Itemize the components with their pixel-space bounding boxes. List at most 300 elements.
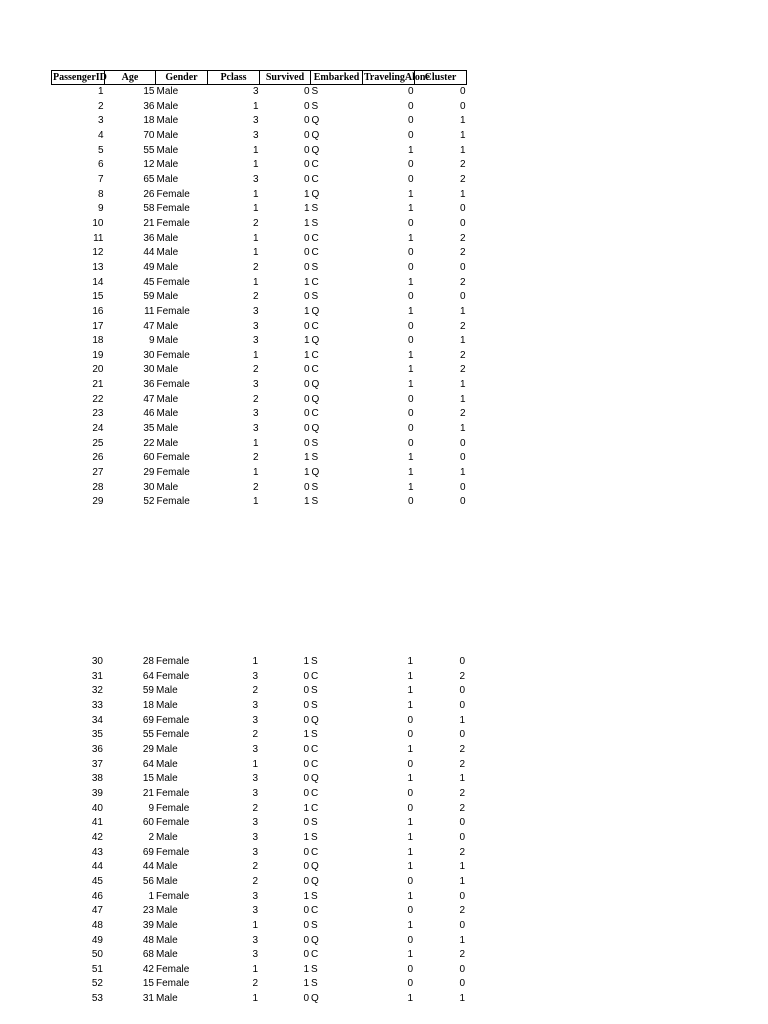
header-row (52, 71, 467, 85)
cell-cluster: 1 (459, 773, 465, 785)
cell-survived: 0 (303, 159, 310, 171)
cell-embarked: Q (311, 335, 320, 347)
cell-cluster: 1 (459, 188, 466, 200)
cell-embarked: S (311, 978, 318, 990)
cell-passengerid: 35 (91, 729, 103, 741)
cell-age: 30 (143, 481, 155, 493)
cell-traveling-alone: 0 (407, 787, 413, 799)
cell-cluster: 2 (459, 364, 466, 376)
table-row (51, 963, 466, 978)
cell-cluster: 0 (459, 452, 466, 464)
cell-passengerid: 26 (92, 452, 104, 464)
cell-survived: 0 (303, 247, 310, 259)
cell-pclass: 2 (252, 364, 259, 376)
cell-embarked: Q (311, 993, 319, 1005)
table-row (52, 202, 467, 217)
cell-embarked: Q (311, 115, 320, 127)
cell-gender: Female (156, 452, 190, 464)
cell-embarked: S (311, 656, 318, 668)
cell-survived: 1 (303, 831, 309, 843)
cell-cluster: 2 (459, 758, 465, 770)
table-body-page2 (51, 655, 466, 1007)
cell-survived: 0 (303, 437, 310, 449)
table-row (52, 393, 467, 408)
table-body-page1 (52, 85, 467, 511)
cell-embarked: C (311, 670, 319, 682)
cell-passengerid: 13 (92, 261, 104, 273)
cell-gender: Male (156, 905, 178, 917)
cell-cluster: 2 (459, 670, 465, 682)
cell-age: 65 (143, 173, 155, 185)
cell-embarked: S (311, 86, 319, 97)
cell-embarked: Q (311, 129, 320, 141)
cell-survived: 1 (303, 496, 310, 508)
cell-pclass: 3 (252, 173, 259, 185)
cell-embarked: Q (311, 934, 319, 946)
cell-traveling-alone: 0 (407, 963, 413, 975)
cell-embarked: Q (311, 467, 320, 479)
cell-survived: 0 (303, 949, 309, 961)
cell-passengerid: 25 (92, 437, 104, 449)
cell-pclass: 2 (252, 481, 259, 493)
table-row (52, 349, 467, 364)
table-row (51, 831, 466, 846)
cell-traveling-alone: 0 (407, 875, 413, 887)
cell-survived: 0 (303, 408, 310, 420)
cell-traveling-alone: 1 (407, 467, 414, 479)
cell-traveling-alone: 0 (407, 978, 413, 990)
cell-passengerid: 19 (92, 349, 104, 361)
cell-cluster: 0 (459, 496, 466, 508)
cell-survived: 0 (303, 423, 310, 435)
cell-cluster: 1 (459, 144, 466, 156)
cell-cluster: 0 (459, 437, 466, 449)
cell-survived: 1 (303, 467, 310, 479)
cell-passengerid: 30 (91, 656, 103, 668)
cell-embarked: S (311, 452, 319, 464)
cell-embarked: Q (311, 188, 320, 200)
cell-survived: 0 (303, 861, 309, 873)
table-row (51, 816, 466, 831)
table-row (51, 743, 466, 758)
cell-pclass: 2 (252, 217, 259, 229)
cell-passengerid: 3 (97, 115, 104, 127)
cell-age: 15 (142, 773, 154, 785)
cell-gender: Female (156, 787, 190, 799)
cell-pclass: 3 (252, 129, 259, 141)
cell-passengerid: 46 (91, 890, 103, 902)
cell-passengerid: 23 (92, 408, 104, 420)
cell-passengerid: 41 (91, 817, 103, 829)
table-row (51, 934, 466, 949)
cell-cluster: 2 (459, 159, 466, 171)
cell-age: 45 (143, 276, 155, 288)
cell-embarked: Q (311, 875, 319, 887)
table-row (52, 261, 467, 276)
cell-pclass: 2 (252, 261, 259, 273)
table-row (52, 232, 467, 247)
cell-passengerid: 48 (91, 919, 103, 931)
table-row (52, 422, 467, 437)
cell-embarked: C (311, 802, 319, 814)
cell-embarked: S (311, 817, 318, 829)
cell-cluster: 1 (459, 861, 465, 873)
table-row (52, 217, 467, 232)
cell-embarked: C (311, 349, 319, 361)
table-row (52, 188, 467, 203)
cell-cluster: 2 (459, 846, 465, 858)
cell-age: 26 (143, 188, 155, 200)
cell-cluster: 0 (459, 919, 465, 931)
cell-passengerid: 50 (91, 949, 103, 961)
table-row (51, 846, 466, 861)
cell-traveling-alone: 0 (407, 496, 414, 508)
cell-traveling-alone: 0 (407, 802, 413, 814)
cell-embarked: Q (311, 379, 320, 391)
cell-gender: Male (156, 743, 178, 755)
cell-cluster: 0 (459, 86, 466, 97)
cell-survived: 0 (303, 993, 309, 1005)
cell-pclass: 1 (252, 100, 259, 112)
cell-traveling-alone: 0 (407, 217, 414, 229)
cell-pclass: 1 (252, 144, 259, 156)
cell-embarked: S (311, 890, 318, 902)
cell-traveling-alone: 0 (407, 115, 414, 127)
cell-survived: 1 (303, 963, 309, 975)
cell-age: 21 (143, 217, 155, 229)
cell-passengerid: 15 (92, 291, 104, 303)
table-row (51, 787, 466, 802)
cell-age: 18 (142, 700, 154, 711)
cell-pclass: 1 (252, 188, 259, 200)
cell-cluster: 1 (459, 335, 466, 347)
cell-survived: 0 (303, 129, 310, 141)
cell-pclass: 1 (252, 276, 259, 288)
cell-traveling-alone: 1 (407, 773, 413, 785)
cell-gender: Female (156, 846, 190, 858)
cell-embarked: Q (311, 861, 319, 873)
cell-embarked: S (311, 963, 318, 975)
cell-age: 15 (142, 978, 154, 990)
cell-survived: 1 (303, 452, 310, 464)
cell-passengerid: 40 (91, 802, 103, 814)
cell-cluster: 0 (459, 685, 465, 697)
cell-passengerid: 9 (97, 203, 104, 215)
cell-survived: 0 (303, 261, 310, 273)
cell-passengerid: 8 (97, 188, 104, 200)
cell-age: 46 (143, 408, 155, 420)
cell-gender: Male (156, 685, 178, 697)
cell-cluster: 0 (459, 261, 466, 273)
page-break-gap (51, 510, 466, 655)
cell-pclass: 1 (252, 919, 258, 931)
cell-passengerid: 18 (92, 335, 104, 347)
cell-cluster: 0 (459, 831, 465, 843)
cell-embarked: C (311, 846, 319, 858)
cell-gender: Male (156, 129, 179, 141)
cell-passengerid: 45 (91, 875, 103, 887)
cell-survived: 0 (303, 787, 309, 799)
table-row (52, 276, 467, 291)
table-row (52, 305, 467, 320)
cell-embarked: S (311, 203, 319, 215)
cell-traveling-alone: 1 (407, 364, 414, 376)
cell-embarked: S (311, 291, 319, 303)
cell-traveling-alone: 0 (407, 729, 413, 741)
cell-traveling-alone: 0 (407, 291, 414, 303)
cell-embarked: C (311, 247, 319, 259)
table-row (52, 481, 467, 496)
cell-traveling-alone: 0 (407, 408, 414, 420)
cell-cluster: 0 (459, 100, 466, 112)
cell-traveling-alone: 1 (407, 861, 413, 873)
cell-survived: 0 (303, 875, 309, 887)
cell-embarked: C (311, 364, 319, 376)
cell-survived: 0 (303, 393, 310, 405)
cell-gender: Male (156, 100, 179, 112)
cell-embarked: C (311, 320, 319, 332)
cell-gender: Female (156, 729, 190, 741)
cell-gender: Male (156, 423, 179, 435)
cell-age: 70 (143, 129, 155, 141)
cell-gender: Female (156, 349, 190, 361)
cell-gender: Female (156, 467, 190, 479)
cell-age: 21 (142, 787, 154, 799)
cell-gender: Male (156, 232, 179, 244)
cell-pclass: 3 (252, 408, 259, 420)
table-row (51, 992, 466, 1007)
cell-gender: Male (156, 861, 178, 873)
cell-age: 64 (142, 670, 154, 682)
cell-cluster: 2 (459, 905, 465, 917)
cell-cluster: 0 (459, 817, 465, 829)
cell-gender: Female (156, 217, 190, 229)
table-row (51, 860, 466, 875)
cell-cluster: 0 (459, 890, 465, 902)
cell-pclass: 1 (252, 247, 259, 259)
table-row (51, 890, 466, 905)
cell-age: 29 (142, 743, 154, 755)
cell-traveling-alone: 0 (407, 100, 414, 112)
cell-cluster: 0 (459, 291, 466, 303)
cell-pclass: 3 (252, 700, 258, 711)
cell-embarked: C (311, 173, 319, 185)
cell-age: 59 (143, 291, 155, 303)
cell-survived: 0 (303, 714, 309, 726)
cell-gender: Female (156, 305, 190, 317)
cell-gender: Female (156, 714, 190, 726)
cell-cluster: 2 (459, 949, 465, 961)
cell-passengerid: 16 (92, 305, 104, 317)
cell-survived: 0 (303, 700, 309, 711)
cell-traveling-alone: 1 (407, 949, 413, 961)
cell-traveling-alone: 1 (407, 670, 413, 682)
table-row (52, 114, 467, 129)
cell-pclass: 2 (252, 452, 259, 464)
cell-traveling-alone: 0 (407, 335, 414, 347)
cell-survived: 1 (303, 217, 310, 229)
cell-embarked: C (311, 905, 319, 917)
cell-traveling-alone: 0 (407, 714, 413, 726)
cell-traveling-alone: 0 (407, 159, 414, 171)
cell-survived: 0 (303, 919, 309, 931)
cell-passengerid: 21 (92, 379, 104, 391)
cell-traveling-alone: 0 (407, 247, 414, 259)
cell-cluster: 1 (459, 993, 465, 1005)
cell-traveling-alone: 0 (407, 393, 414, 405)
cell-embarked: Q (311, 305, 320, 317)
cell-embarked: Q (311, 423, 320, 435)
cell-gender: Male (156, 320, 179, 332)
cell-survived: 0 (303, 743, 309, 755)
cell-pclass: 1 (252, 963, 258, 975)
cell-gender: Male (156, 949, 178, 961)
cell-gender: Male (156, 291, 179, 303)
cell-pclass: 3 (252, 787, 258, 799)
cell-embarked: C (311, 758, 319, 770)
cell-age: 28 (142, 656, 154, 668)
header-cluster: Cluster (415, 71, 467, 85)
cell-embarked: C (311, 787, 319, 799)
cell-age: 52 (143, 496, 155, 508)
cell-pclass: 3 (252, 335, 259, 347)
cell-gender: Male (156, 408, 179, 420)
cell-age: 60 (142, 817, 154, 829)
cell-embarked: Q (311, 393, 320, 405)
cell-gender: Male (156, 144, 179, 156)
cell-cluster: 0 (459, 700, 465, 711)
cell-survived: 1 (303, 349, 310, 361)
cell-pclass: 3 (252, 890, 258, 902)
cell-passengerid: 51 (91, 963, 103, 975)
cell-age: 22 (143, 437, 155, 449)
cell-passengerid: 34 (91, 714, 103, 726)
cell-age: 69 (142, 714, 154, 726)
cell-age: 30 (143, 364, 155, 376)
cell-gender: Female (156, 670, 190, 682)
cell-pclass: 3 (252, 423, 259, 435)
cell-pclass: 3 (252, 949, 258, 961)
cell-age: 48 (142, 934, 154, 946)
cell-passengerid: 28 (92, 481, 104, 493)
cell-gender: Female (156, 496, 190, 508)
table-row (52, 407, 467, 422)
cell-embarked: S (311, 217, 319, 229)
cell-gender: Male (156, 364, 179, 376)
cell-gender: Male (156, 393, 179, 405)
cell-survived: 0 (303, 817, 309, 829)
cell-passengerid: 2 (97, 100, 104, 112)
cell-traveling-alone: 1 (407, 232, 414, 244)
cell-traveling-alone: 1 (407, 349, 414, 361)
cell-cluster: 2 (459, 173, 466, 185)
table-row (52, 173, 467, 188)
cell-passengerid: 17 (92, 320, 104, 332)
cell-age: 44 (142, 861, 154, 873)
cell-cluster: 2 (459, 408, 466, 420)
cell-survived: 0 (303, 232, 310, 244)
cell-cluster: 2 (459, 276, 466, 288)
cell-survived: 1 (303, 656, 309, 668)
cell-gender: Female (156, 188, 190, 200)
cell-passengerid: 39 (91, 787, 103, 799)
cell-survived: 1 (303, 335, 310, 347)
cell-traveling-alone: 1 (407, 700, 413, 711)
cell-embarked: S (311, 481, 319, 493)
cell-gender: Male (156, 481, 179, 493)
cell-age: 36 (143, 379, 155, 391)
cell-age: 36 (143, 100, 155, 112)
cell-age: 55 (142, 729, 154, 741)
cell-pclass: 3 (252, 817, 258, 829)
cell-gender: Male (156, 919, 178, 931)
cell-embarked: S (311, 919, 318, 931)
cell-pclass: 3 (252, 115, 259, 127)
cell-passengerid: 10 (92, 217, 104, 229)
spreadsheet (51, 70, 466, 1007)
cell-gender: Male (156, 247, 179, 259)
cell-passengerid: 29 (92, 496, 104, 508)
cell-survived: 0 (303, 905, 309, 917)
cell-survived: 1 (303, 890, 309, 902)
cell-pclass: 2 (252, 291, 259, 303)
cell-pclass: 2 (252, 875, 258, 887)
cell-survived: 0 (303, 320, 310, 332)
cell-cluster: 1 (459, 115, 466, 127)
cell-traveling-alone: 1 (407, 743, 413, 755)
cell-cluster: 0 (459, 963, 465, 975)
data-table-continued (51, 655, 466, 1007)
table-row (51, 684, 466, 699)
cell-age: 47 (143, 393, 155, 405)
table-row (51, 728, 466, 743)
cell-cluster: 1 (459, 129, 466, 141)
cell-embarked: S (311, 261, 319, 273)
cell-pclass: 3 (252, 305, 259, 317)
table-row (51, 699, 466, 714)
cell-traveling-alone: 0 (407, 320, 414, 332)
cell-cluster: 1 (459, 393, 466, 405)
table-row (51, 802, 466, 817)
table-row (51, 772, 466, 787)
cell-survived: 1 (303, 305, 310, 317)
cell-embarked: C (311, 276, 319, 288)
table-row (52, 290, 467, 305)
table-row (52, 378, 467, 393)
cell-pclass: 1 (252, 437, 259, 449)
cell-cluster: 2 (459, 232, 466, 244)
cell-age: 9 (148, 802, 154, 814)
cell-cluster: 1 (459, 467, 466, 479)
cell-passengerid: 38 (91, 773, 103, 785)
cell-passengerid: 11 (93, 232, 104, 244)
cell-traveling-alone: 1 (407, 817, 413, 829)
cell-gender: Male (156, 159, 179, 171)
cell-age: 39 (142, 919, 154, 931)
header-survived: Survived (260, 71, 311, 85)
cell-age: 69 (142, 846, 154, 858)
cell-traveling-alone: 0 (407, 129, 414, 141)
cell-embarked: S (311, 685, 318, 697)
table-row (51, 714, 466, 729)
cell-pclass: 2 (252, 393, 259, 405)
table-row (52, 144, 467, 159)
cell-passengerid: 32 (91, 685, 103, 697)
cell-traveling-alone: 0 (407, 423, 414, 435)
cell-traveling-alone: 1 (407, 452, 414, 464)
cell-cluster: 0 (459, 217, 466, 229)
cell-survived: 1 (303, 802, 309, 814)
